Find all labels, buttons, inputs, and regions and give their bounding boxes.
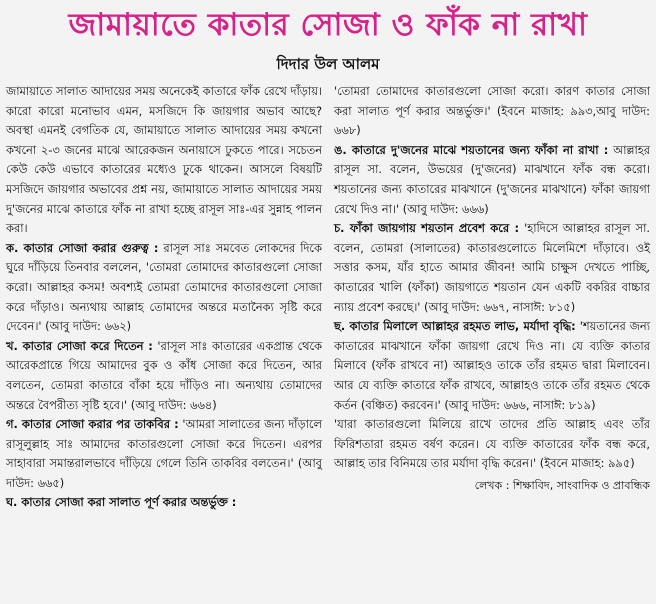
section-kha <box>6 337 322 415</box>
left-column <box>6 82 322 513</box>
section-cha-heading: চ. ফাঁকা জায়গায় শয়তান প্রবেশ করে : <box>334 221 520 236</box>
section-gha <box>6 493 322 513</box>
section-uo <box>334 141 650 219</box>
section-kha-heading: খ. কাতার সোজা করে দিতেন : <box>6 338 153 353</box>
section-ga-body: 'আমরা সালাতের জন্য দাঁড়ালে রাসূলুল্লাহ সাঃ আমাদের কাতারগুলো সোজা করে দিতেন। এরপর সাহাবারা সমান্তরালভাবে দাঁড়িয়ে গেলে তিনি তাকবির বলতেন।' (আবু দাউদ: ৬৬৫) <box>6 417 322 490</box>
section-ga <box>6 415 322 493</box>
section-cha <box>334 219 650 317</box>
section-ga-heading: গ. কাতার সোজা করার পর তাকবির : <box>6 417 179 432</box>
section-kha-body: 'রাসূল সাঃ কাতারের একপ্রান্ত থেকে আরেকপ্রান্তে গিয়ে আমাদের বুক ও কাঁধ সোজা করে দিতেন, আর বলতেন, তোমরা কাতারে বাঁকা হয়ে দাঁড়িও না। অন্যথায় তোমাদের অন্তরে বৈপরীত্য সৃষ্টি হবে।' (আবু দাউদ: ৬৬৪) <box>6 338 322 412</box>
section-ka <box>6 239 322 337</box>
author-credit: লেখক : শিক্ষাবিদ, সাংবাদিক ও প্রাবন্ধিক <box>474 478 650 492</box>
section-chha <box>334 317 650 415</box>
right-column <box>334 82 650 513</box>
author-byline: দিদার উল আলম <box>276 55 380 73</box>
section-uo-heading: ঙ. কাতারে দু'জনের মাঝে শয়তানের জন্য ফাঁকা না রাখা : <box>334 142 609 157</box>
article-title: জামায়াতে কাতার সোজা ও ফাঁক না রাখা <box>68 7 588 43</box>
section-gha-continued: 'তোমরা তোমাদের কাতারগুলো সোজা করো। কারণ কাতার সোজা করা সালাত পূর্ণ করার অন্তর্ভুক্ত।' (ইবনে মাজাহ: ৯৯৩,আবু দাউদ: ৬৬৮) <box>334 84 650 138</box>
section-uo-body: আল্লাহর রাসূল সা. বলেন, উভয়ের (দু'জনের) মাঝখানে ফাঁক বন্ধ করো। শয়তানের জন্য কাতারের মাঝখানে (দু'জনের মাঝখানে) ফাঁকা জায়গা রেখে দিও না।' (আবু দাউদ: ৬৬৬) <box>334 142 651 216</box>
intro-paragraph: জামায়াতে সালাত আদায়ের সময় অনেকেই কাতারে ফাঁক রেখে দাঁড়ায়। কারো কারো মনোভাব এমন, মসজিদে কি জায়গার অভাব আছে? অবস্থা এমনই বেগতিক যে, জামায়াতে সালাত আদায়ের সময় কখনো কখনো ২-৩ জনের মাঝে আরেকজন অনায়াসে ঢুকতে পারে। সচেতন কেউ কেউ এভাবে কাতারের মধ্যেও ঢুকে থাকেন। আসলে বিষয়টি মসজিদে জায়গার অভাবের প্রশ্ন নয়, জামায়াতে সালাত আদায়ের সময় দু'জনের মাঝে কাতারে ফাঁক না রাখা হচ্ছে রাসূল সাঃ-এর সুন্নাহ পালন করা। <box>6 84 322 236</box>
section-ka-body: রাসূল সাঃ সমবেত লোকদের দিকে ঘুরে দাঁড়িয়ে তিনবার বললেন, 'তোমরা তোমাদের কাতারগুলো সোজা করো। আল্লাহর কসম! অবশ্যই তোমরা তোমাদের কাতারগুলো সোজা করে দাঁড়াও। অন্যথায় আল্লাহ তোমাদের অন্তরে মতানৈক্য সৃষ্টি করে দেবেন।' (আবু দাউদ: ৬৬২) <box>6 240 322 334</box>
article-columns <box>6 82 650 513</box>
section-ka-heading: ক. কাতার সোজা করার গুরুত্ব : <box>6 240 159 255</box>
section-chha-heading: ছ. কাতার মিলালে আল্লাহর রহমত লাভ, মর্যাদা বৃদ্ধি: <box>334 319 576 334</box>
section-gha-heading: ঘ. কাতার সোজা করা সালাত পূর্ণ করার অন্তর্ভুক্ত : <box>6 495 237 510</box>
section-chha-body: 'শয়তানের জন্য কাতারের মাঝখানে ফাঁকা জায়গা রেখে দিও না। যে ব্যক্তি কাতার মিলাবে (ফাঁক রাখবে না) আল্লাহও তাকে তাঁর রহমত দ্বারা মিলাবেন। আর যে ব্যক্তি কাতারে ফাঁক রাখবে, আল্লাহও তাকে তাঁর রহমত থেকে কর্তন (বঞ্চিত) করবেন।' (আবু দাউদ: ৬৬৬, নাসাঈ: ৮১৯) <box>334 319 651 412</box>
section-cha-body: 'হাদিসে আল্লাহর রাসূল সা. বলেন, তোমরা (সালাতের) কাতারগুলোতে মিলেমিশে দাঁড়াবে। ওই সত্তার কসম, যাঁর হাতে আমার জীবন! আমি চাক্ষুস দেখতে পাচ্ছি, কাতারের খালি (ফাঁকা) জায়গাতে শয়তান যেন একটি বকরির বাচ্চার ন্যায় প্রবেশ করছে।' (আবু দাউদ: ৬৬৭, নাসাঈ: ৮১৫) <box>334 221 650 314</box>
section-chha-paragraph-2: 'যারা কাতারগুলো মিলিয়ে রাখে তাদের প্রতি আল্লাহ এবং তাঁর ফিরিশতারা রহমত বর্ষণ করেন। যে ব্যক্তি কাতারের ফাঁক বন্ধ করে, আল্লাহ তার বিনিময়ে তার মর্যাদা বৃদ্ধি করেন।' (ইবনে মাজাহ: ৯৯৫) <box>334 417 650 471</box>
